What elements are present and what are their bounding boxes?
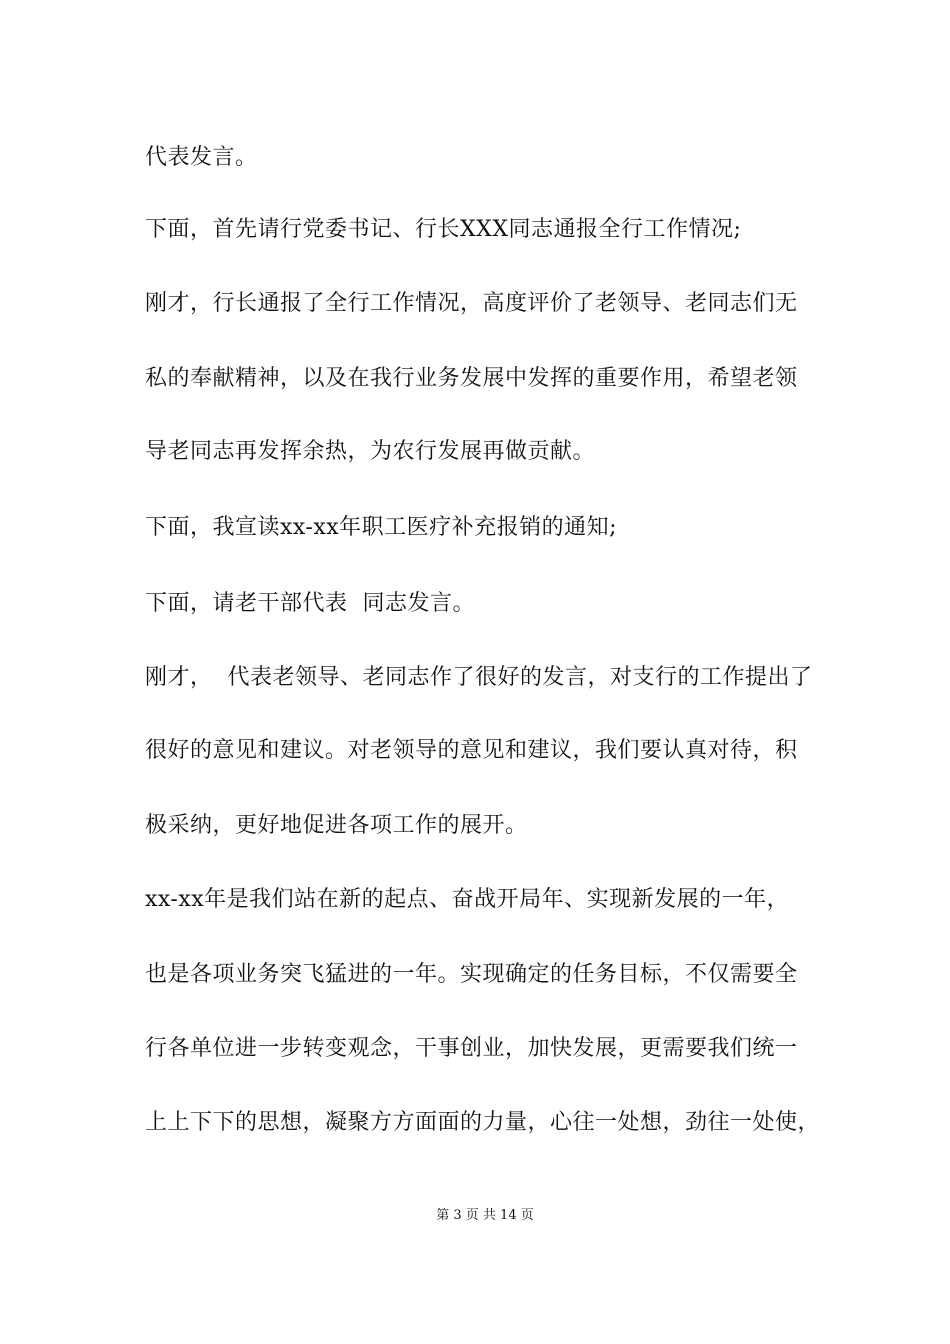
body-line-1: 代表发言。 xyxy=(145,145,258,170)
body-line-3: 刚才，行长通报了全行工作情况，高度评价了老领导、老同志们无 xyxy=(145,291,798,316)
page-number-footer: 第 3 页 共 14 页 xyxy=(436,1208,534,1223)
body-line-7: 下面，请老干部代表 同志发言。 xyxy=(145,591,475,616)
body-line-4: 私的奉献精神，以及在我行业务发展中发挥的重要作用，希望老领 xyxy=(145,366,798,391)
body-line-11: xx-xx年是我们站在新的起点、奋战开局年、实现新发展的一年， xyxy=(145,887,790,912)
body-line-10: 极采纳，更好地促进各项工作的展开。 xyxy=(145,813,528,838)
body-line-12: 也是各项业务突飞猛进的一年。实现确定的任务目标，不仅需要全 xyxy=(145,962,798,987)
body-line-2: 下面，首先请行党委书记、行长XXX同志通报全行工作情况; xyxy=(145,217,742,242)
body-line-5: 导老同志再发挥余热，为农行发展再做贡献。 xyxy=(145,439,596,464)
body-line-14: 上上下下的思想，凝聚方方面面的力量，心往一处想，劲往一处使， xyxy=(145,1110,821,1135)
body-line-6: 下面，我宣读xx-xx年职工医疗补充报销的通知; xyxy=(145,515,618,540)
body-line-9: 很好的意见和建议。对老领导的意见和建议，我们要认真对待，积 xyxy=(145,738,798,763)
body-line-8: 刚才， 代表老领导、老同志作了很好的发言，对支行的工作提出了 xyxy=(145,665,813,690)
body-line-13: 行各单位进一步转变观念，干事创业，加快发展，更需要我们统一 xyxy=(145,1036,798,1061)
